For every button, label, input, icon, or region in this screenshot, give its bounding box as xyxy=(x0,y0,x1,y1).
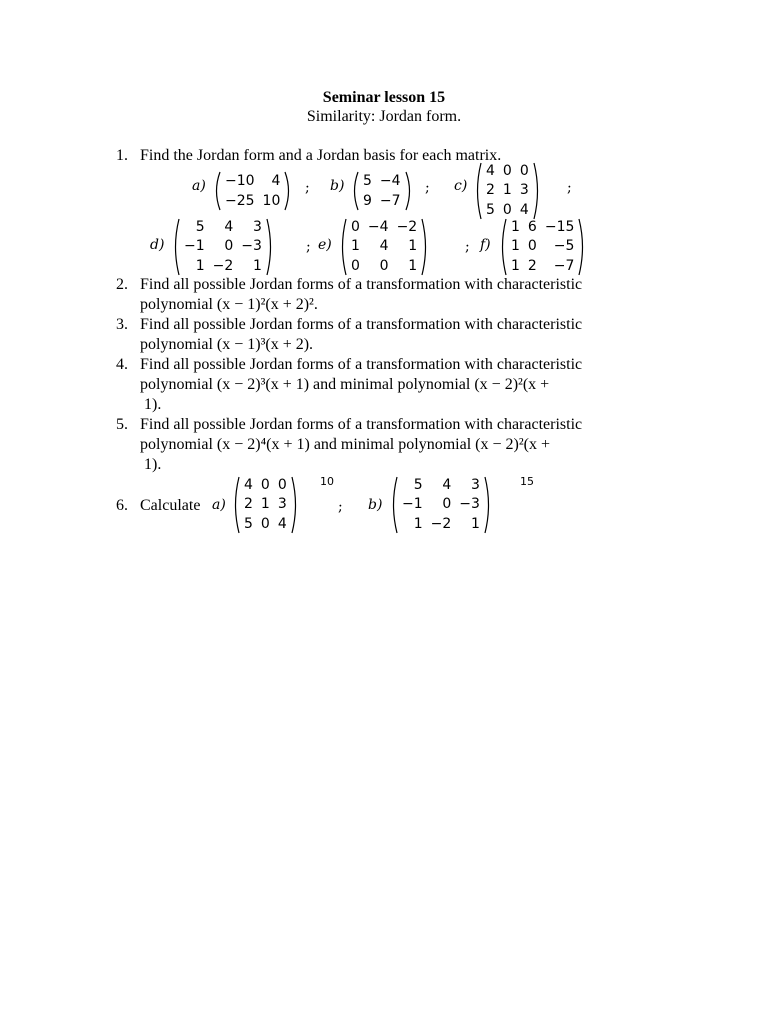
label-c: c) xyxy=(454,178,468,194)
matrix-entry: −4 xyxy=(379,173,401,189)
matrix-entry: 2 xyxy=(244,496,253,513)
matrix-entries xyxy=(359,171,405,211)
separator: ; xyxy=(306,239,311,255)
right-paren xyxy=(284,171,292,211)
matrix-entry: 1 xyxy=(471,515,480,532)
matrix-entry: 1 xyxy=(502,182,512,199)
left-paren xyxy=(172,218,180,276)
problem-2-text: Find all possible Jordan forms of a transformation with characteristic xyxy=(140,276,583,293)
matrix-entry: −3 xyxy=(459,496,480,513)
matrix-entry: 0 xyxy=(502,163,512,179)
right-paren xyxy=(421,218,429,276)
matrix-entry: 5 xyxy=(413,477,423,493)
label-e: e) xyxy=(318,237,332,253)
matrix-entries xyxy=(398,476,484,534)
matrix-entry: 4 xyxy=(271,173,281,189)
matrix-entry: 0 xyxy=(442,496,452,513)
matrix-entry: 4 xyxy=(224,219,234,235)
matrix-entries xyxy=(221,171,284,211)
matrix-entry: 0 xyxy=(351,219,360,235)
right-paren xyxy=(533,162,541,220)
matrix-entry: 0 xyxy=(379,257,389,274)
matrix-entry: 4 xyxy=(486,163,495,179)
problem-6-text: Calculate xyxy=(140,497,201,514)
separator: ; xyxy=(465,239,470,255)
right-paren xyxy=(578,218,586,276)
matrix-d xyxy=(172,218,274,276)
matrix-entry: −1 xyxy=(402,496,423,513)
matrix-entry: 0 xyxy=(527,238,537,255)
matrix-entry: 5 xyxy=(195,219,205,235)
matrix-entry: −2 xyxy=(430,515,452,532)
matrix-entry: 2 xyxy=(486,182,495,199)
matrix-entry: −5 xyxy=(553,238,575,255)
right-paren xyxy=(266,218,274,276)
matrix-entry: 5 xyxy=(486,201,495,218)
right-paren xyxy=(405,171,413,211)
matrix-entry: −1 xyxy=(184,238,205,255)
matrix-entry: 1 xyxy=(413,515,423,532)
left-paren xyxy=(474,162,482,220)
problem-5-number: 5. xyxy=(116,416,128,433)
matrix-entry: 1 xyxy=(253,257,262,274)
matrix-entry: 0 xyxy=(224,238,234,255)
matrix-entry: 9 xyxy=(363,193,372,209)
problem-4-number: 4. xyxy=(116,356,128,373)
matrix-entries xyxy=(240,476,291,534)
problem-3-text-line2: polynomial (x − 1)³(x + 2). xyxy=(140,336,314,353)
matrix-entry: −2 xyxy=(396,219,418,235)
right-paren xyxy=(291,476,299,534)
left-paren xyxy=(339,218,347,276)
matrix-entry: 10 xyxy=(262,193,281,209)
matrix-entry: 1 xyxy=(511,238,520,255)
matrix-entry: −7 xyxy=(553,257,575,274)
matrix-entry: −3 xyxy=(241,238,262,255)
matrix-e xyxy=(339,218,429,276)
exponent-15: 15 xyxy=(520,475,534,488)
matrix-entry: 1 xyxy=(351,238,360,255)
matrix-entry: 0 xyxy=(277,477,287,493)
matrix-entry: 1 xyxy=(408,238,418,255)
label-a: a) xyxy=(212,497,226,513)
matrix-entry: −15 xyxy=(544,219,575,235)
problem-4-text-line3: 1). xyxy=(144,396,162,413)
matrix-entry: 4 xyxy=(379,238,389,255)
matrix-entries xyxy=(507,218,578,276)
lesson-title: Seminar lesson 15 xyxy=(322,89,446,106)
matrix-entry: 1 xyxy=(260,496,270,513)
label-f: f) xyxy=(480,237,491,253)
problem-1-number: 1. xyxy=(116,147,128,164)
problem-5-text-line3: 1). xyxy=(144,456,162,473)
matrix-entry: 3 xyxy=(277,496,287,513)
problem-2-number: 2. xyxy=(116,276,128,293)
matrix-entries xyxy=(347,218,421,276)
label-a: a) xyxy=(192,178,206,194)
lesson-subtitle: Similarity: Jordan form. xyxy=(306,108,462,125)
right-paren xyxy=(484,476,492,534)
matrix-entry: 1 xyxy=(408,257,418,274)
matrix-entry: −7 xyxy=(379,193,401,209)
matrix-entry: 5 xyxy=(363,173,372,189)
separator: ; xyxy=(567,180,572,196)
matrix-a xyxy=(213,171,292,211)
matrix-entry: 3 xyxy=(519,182,529,199)
matrix-entry: 3 xyxy=(471,477,480,493)
matrix-entry: 0 xyxy=(260,477,270,493)
problem-3-number: 3. xyxy=(116,316,128,333)
matrix-entry: 0 xyxy=(519,163,529,179)
matrix-entry: 4 xyxy=(442,477,452,493)
matrix-entry: 0 xyxy=(260,515,270,532)
left-paren xyxy=(499,218,507,276)
matrix-entry: −4 xyxy=(367,219,389,235)
matrix-entry: 3 xyxy=(253,219,262,235)
matrix-p6b xyxy=(390,476,492,534)
left-paren xyxy=(351,171,359,211)
matrix-entry: 2 xyxy=(527,257,537,274)
matrix-entry: 4 xyxy=(519,201,529,218)
matrix-c xyxy=(474,162,541,220)
matrix-f xyxy=(499,218,586,276)
matrix-entry: 1 xyxy=(195,257,205,274)
matrix-entry: 4 xyxy=(277,515,287,532)
problem-3-text: Find all possible Jordan forms of a transformation with characteristic xyxy=(140,316,583,333)
problem-4-text: Find all possible Jordan forms of a transformation with characteristic xyxy=(140,356,583,373)
problem-1-text: Find the Jordan form and a Jordan basis for each matrix. xyxy=(140,147,502,164)
matrix-entry: 6 xyxy=(527,219,537,235)
left-paren xyxy=(232,476,240,534)
problem-2-text-line2: polynomial (x − 1)²(x + 2)². xyxy=(140,296,318,313)
matrix-entry: 4 xyxy=(244,477,253,493)
problem-5-text-line2: polynomial (x − 2)⁴(x + 1) and minimal polynomial (x − 2)²(x + xyxy=(140,436,550,453)
matrix-entry: −2 xyxy=(212,257,234,274)
exponent-10: 10 xyxy=(320,475,334,488)
label-b: b) xyxy=(330,178,345,194)
separator: ; xyxy=(305,180,310,196)
matrix-entry: −10 xyxy=(225,173,255,189)
matrix-entry: 0 xyxy=(502,201,512,218)
matrix-entries xyxy=(180,218,266,276)
problem-5-text: Find all possible Jordan forms of a transformation with characteristic xyxy=(140,416,583,433)
matrix-b xyxy=(351,171,413,211)
left-paren xyxy=(213,171,221,211)
left-paren xyxy=(390,476,398,534)
label-b: b) xyxy=(368,497,383,513)
problem-4-text-line2: polynomial (x − 2)³(x + 1) and minimal polynomial (x − 2)²(x + xyxy=(140,376,550,393)
matrix-entry: 1 xyxy=(511,219,520,235)
matrix-p6a xyxy=(232,476,299,534)
matrix-entries xyxy=(482,162,533,220)
problem-6-number: 6. xyxy=(116,497,128,514)
separator: ; xyxy=(338,499,343,515)
matrix-entry: 1 xyxy=(511,257,520,274)
matrix-entry: 0 xyxy=(351,257,360,274)
matrix-entry: 5 xyxy=(244,515,253,532)
separator: ; xyxy=(425,180,430,196)
label-d: d) xyxy=(150,237,165,253)
matrix-entry: −25 xyxy=(225,193,255,209)
